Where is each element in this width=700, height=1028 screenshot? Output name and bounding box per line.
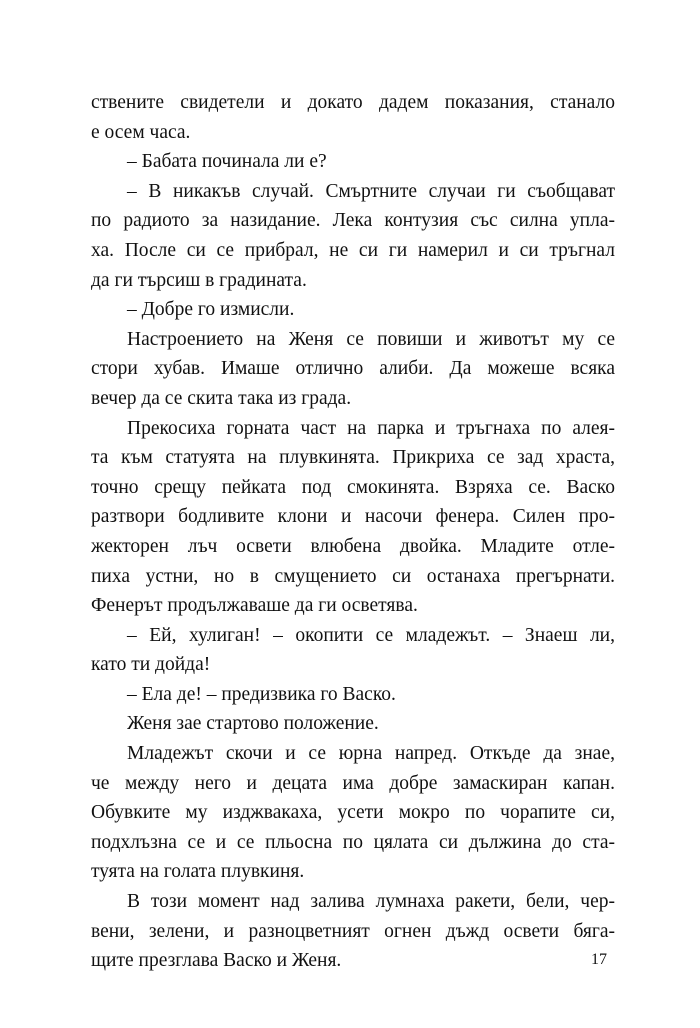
text-line: Прекосиха горната част на парка и тръгнаха по алея- (127, 417, 615, 439)
text-line: Обувките му изджвакаха, усети мокро по чорапите си, (91, 802, 615, 824)
text-line: вени, зелени, и разноцветният огнен дъжд освети бяга- (91, 920, 615, 942)
body-text (91, 88, 615, 976)
text-line: – В никакъв случай. Смъртните случаи ги съобщават (127, 180, 615, 202)
text-line: Женя зае стартово положение. (127, 713, 379, 735)
text-line: вечер да се скита така из града. (91, 387, 352, 409)
text-line: разтвори бодливите клони и насочи фенера. Силен про- (91, 506, 615, 528)
text-line: Фенерът продължаваше да ги осветява. (91, 595, 418, 617)
text-line: подхлъзна се и се пльосна по цялата си дължина до ста- (91, 831, 615, 853)
text-line: е осем часа. (91, 121, 191, 143)
text-line: по радиото за назидание. Лека контузия със силна упла- (91, 210, 615, 232)
text-line: като ти дойда! (91, 654, 211, 676)
text-line: туята на голата плувкиня. (91, 861, 305, 883)
text-line: – Ела де! – предизвика го Васко. (127, 683, 396, 705)
text-line: ствените свидетели и докато дадем показания, станало (91, 92, 615, 113)
text-line: стори хубав. Имаше отлично алиби. Да можеше всяка (91, 358, 615, 380)
text-line: щите презглава Васко и Женя. (91, 950, 342, 972)
text-line: да ги търсиш в градината. (91, 269, 307, 291)
text-line: – Бабата починала ли е? (127, 151, 327, 173)
text-line: Младежът скочи и се юрна напред. Откъде да знае, (127, 743, 615, 765)
text-line: В този момент над залива лумнаха ракети, бели, чер- (127, 891, 615, 913)
text-line: та към статуята на плувкинята. Прикриха се зад храста, (91, 447, 615, 469)
page-number: 17 (591, 951, 607, 968)
text-line: жекторен лъч освети влюбена двойка. Младите отле- (91, 535, 615, 557)
text-line: – Добре го измисли. (127, 299, 295, 321)
text-line: – Ей, хулиган! – окопити се младежът. – Знаеш ли, (127, 624, 615, 646)
text-line: че между него и децата има добре замаскиран капан. (91, 772, 615, 794)
text-line: ха. После си се прибрал, не си ги намерил и си тръгнал (91, 239, 615, 261)
text-line: пиха устни, но в смущението си останаха прегърнати. (91, 565, 615, 587)
text-line: Настроението на Женя се повиши и животът му се (127, 328, 615, 350)
text-line: точно срещу пейката под смокинята. Взряха се. Васко (91, 476, 615, 498)
